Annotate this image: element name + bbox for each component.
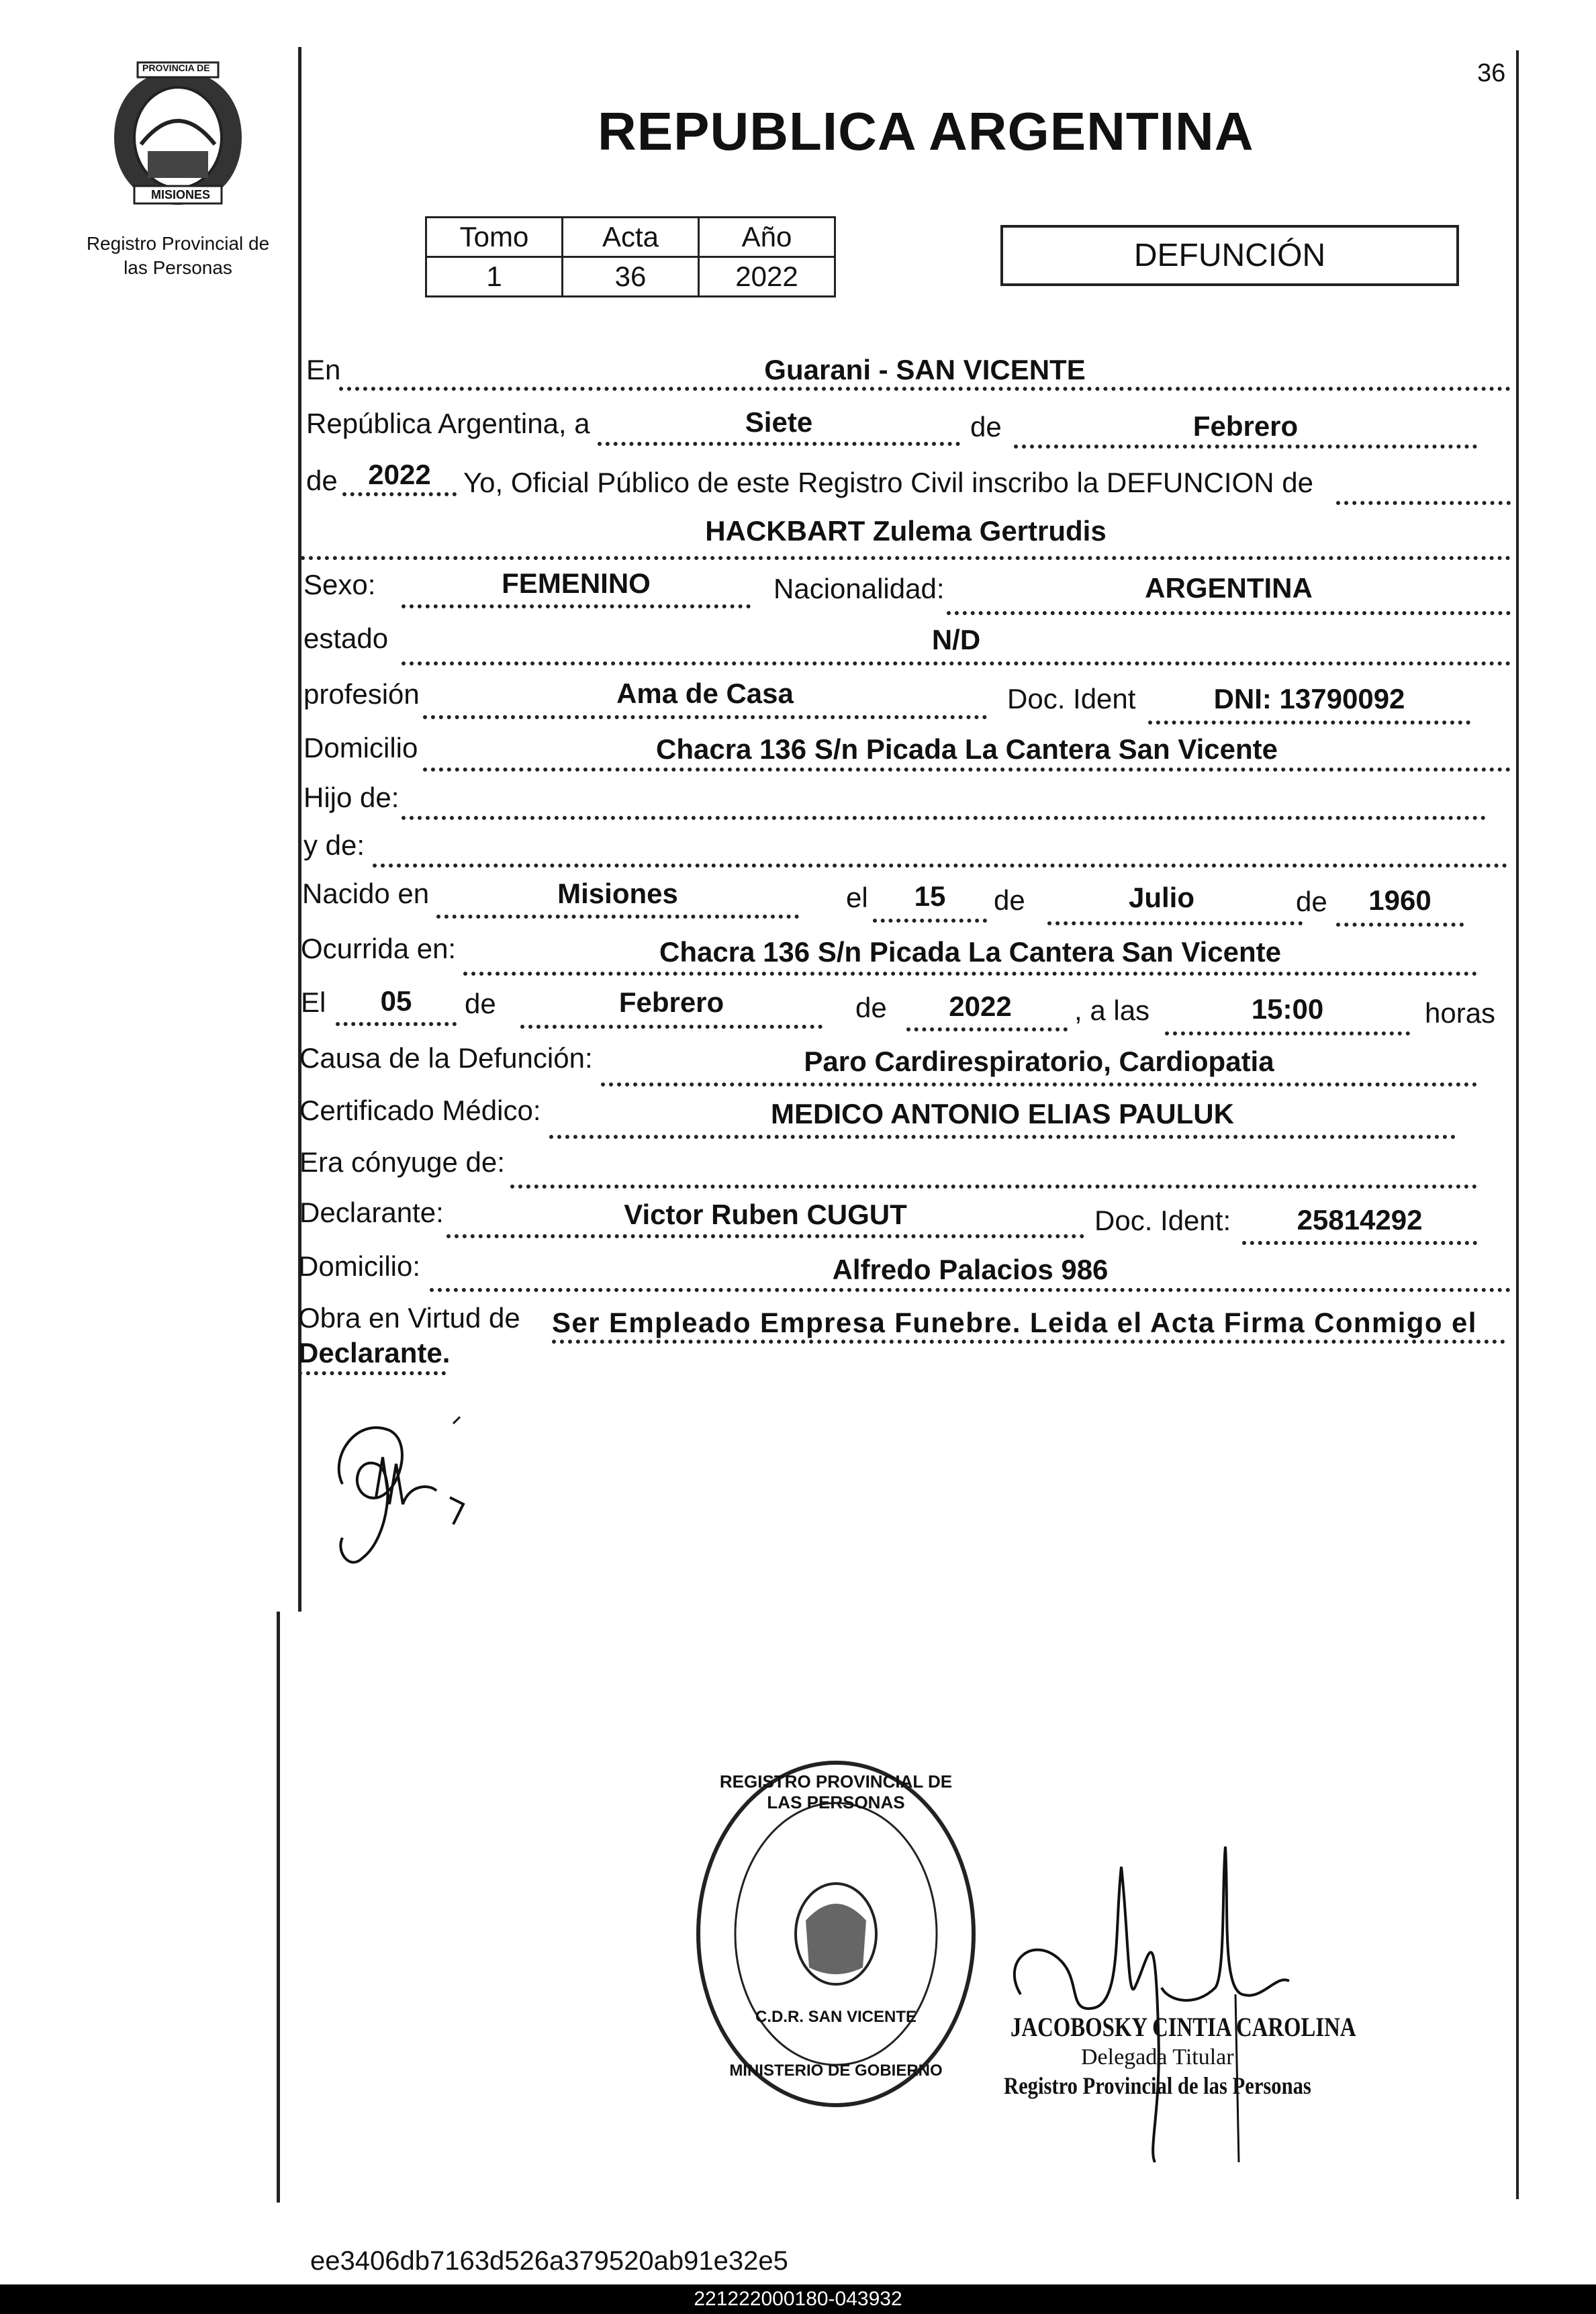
ocurrida-label: Ocurrida en: (301, 933, 457, 964)
ocurrida-value: Chacra 136 S/n Picada La Cantera San Vicente (659, 936, 1281, 968)
obra-value-line1: Ser Empleado Empresa Funebre. Leida el Acta Firma Conmigo el (552, 1307, 1477, 1338)
death-day: 05 (380, 985, 412, 1017)
de4-label: de (1296, 886, 1327, 917)
doc-ident-value: DNI: 13790092 (1213, 683, 1405, 714)
month-value: Febrero (1192, 410, 1299, 442)
de-label: de (970, 411, 1002, 443)
right-border-line (1516, 50, 1519, 2199)
place-value: Guarani - SAN VICENTE (764, 354, 1086, 385)
domicilio-value: Chacra 136 S/n Picada La Cantera San Vicente (656, 733, 1278, 765)
province-seal (101, 57, 255, 218)
nacionalidad-label: Nacionalidad: (773, 573, 945, 604)
hijo-label: Hijo de: (303, 782, 400, 813)
registry-label: Registro Provincial de las Personas (86, 233, 270, 278)
deceased-name: HACKBART Zulema Gertrudis (705, 515, 1107, 547)
domicilio-label: Domicilio (303, 732, 418, 763)
official-text: Yo, Oficial Público de este Registro Civil inscribo la DEFUNCION de (463, 467, 1313, 498)
nacionalidad-value: ARGENTINA (1145, 572, 1313, 604)
seal-bottom-text: MISIONES (151, 188, 211, 201)
day-value: Siete (745, 406, 813, 438)
col-header-acta: Acta (563, 218, 699, 257)
profesion-value: Ama de Casa (616, 678, 794, 709)
doc2-value: 25814292 (1297, 1204, 1423, 1236)
declarante-label: Declarante: (299, 1197, 444, 1228)
horas-label: horas (1425, 997, 1496, 1029)
sexo-value: FEMENINO (502, 567, 651, 599)
record-type: DEFUNCIÓN (1133, 238, 1326, 273)
estado-value: N/D (931, 624, 981, 655)
stamp-center-text: C.D.R. SAN VICENTE (755, 2008, 917, 2026)
death-time: 15:00 (1251, 993, 1324, 1025)
footer-bar (0, 2284, 1596, 2314)
nacido-value: Misiones (557, 878, 678, 909)
tomo-value: 1 (426, 257, 563, 297)
de3-label: de (994, 884, 1025, 916)
de6-label: de (855, 992, 887, 1023)
obra-value-line2: Declarante. (298, 1337, 451, 1369)
declarant-signature (316, 1403, 490, 1605)
causa-value: Paro Cardirespiratorio, Cardiopatia (804, 1046, 1274, 1077)
causa-label: Causa de la Defunción: (299, 1042, 593, 1074)
page-title: REPUBLICA ARGENTINA (598, 101, 1254, 161)
alas-label: , a las (1074, 994, 1150, 1026)
declarante-value: Victor Ruben CUGUT (624, 1199, 907, 1230)
doc2-label: Doc. Ident: (1094, 1205, 1231, 1236)
book-table (425, 216, 836, 297)
republica-label: República Argentina, a (306, 408, 590, 439)
acta-value: 36 (563, 257, 699, 297)
barcode-id: 221222000180-043932 (694, 2288, 902, 2310)
certificado-value: MEDICO ANTONIO ELIAS PAULUK (771, 1098, 1234, 1129)
year-value: 2022 (368, 459, 431, 490)
el2-label: El (301, 986, 326, 1018)
birth-year: 1960 (1368, 884, 1431, 916)
de5-label: de (465, 988, 496, 1019)
sexo-label: Sexo: (303, 569, 376, 600)
official-stamp (688, 1753, 984, 2115)
record-type-box (1000, 225, 1459, 286)
col-header-tomo: Tomo (426, 218, 563, 257)
de2-label: de (306, 465, 338, 496)
domicilio2-label: Domicilio: (298, 1250, 421, 1282)
estado-label: estado (303, 622, 389, 654)
page-number: 36 (1477, 59, 1506, 87)
birth-day: 15 (914, 880, 946, 912)
certificado-label: Certificado Médico: (299, 1095, 541, 1126)
doc-ident-label: Doc. Ident (1007, 683, 1136, 714)
official-name: JACOBOSKY CINTIA CAROLINA (1011, 2012, 1356, 2042)
nacido-label: Nacido en (302, 878, 430, 909)
document-hash: ee3406db7163d526a379520ab91e32e5 (310, 2246, 788, 2276)
yde-label: y de: (303, 829, 365, 861)
official-registry: Registro Provincial de las Personas (1004, 2072, 1311, 2099)
death-month: Febrero (618, 986, 724, 1018)
death-year: 2022 (949, 990, 1012, 1022)
col-header-anio: Año (699, 218, 835, 257)
official-role: Delegada Titular (1081, 2045, 1234, 2070)
en-label: En (306, 354, 341, 385)
el-label: el (846, 882, 868, 913)
birth-month: Julio (1128, 882, 1194, 913)
conyuge-label: Era cónyuge de: (299, 1146, 505, 1178)
stamp-ring-text: REGISTRO PROVINCIAL DE LAS PERSONAS (719, 1771, 953, 1812)
stamp-bottom-text: MINISTERIO DE GOBIERNO (729, 2062, 943, 2080)
left-border-line (298, 47, 301, 1612)
anio-value: 2022 (699, 257, 835, 297)
domicilio2-value: Alfredo Palacios 986 (832, 1254, 1109, 1285)
seal-top-text: PROVINCIA DE (142, 62, 210, 73)
left-border-line-lower (277, 1612, 280, 2203)
official-signature (994, 1826, 1370, 2176)
profesion-label: profesión (303, 678, 420, 710)
obra-label: Obra en Virtud de (298, 1302, 520, 1334)
